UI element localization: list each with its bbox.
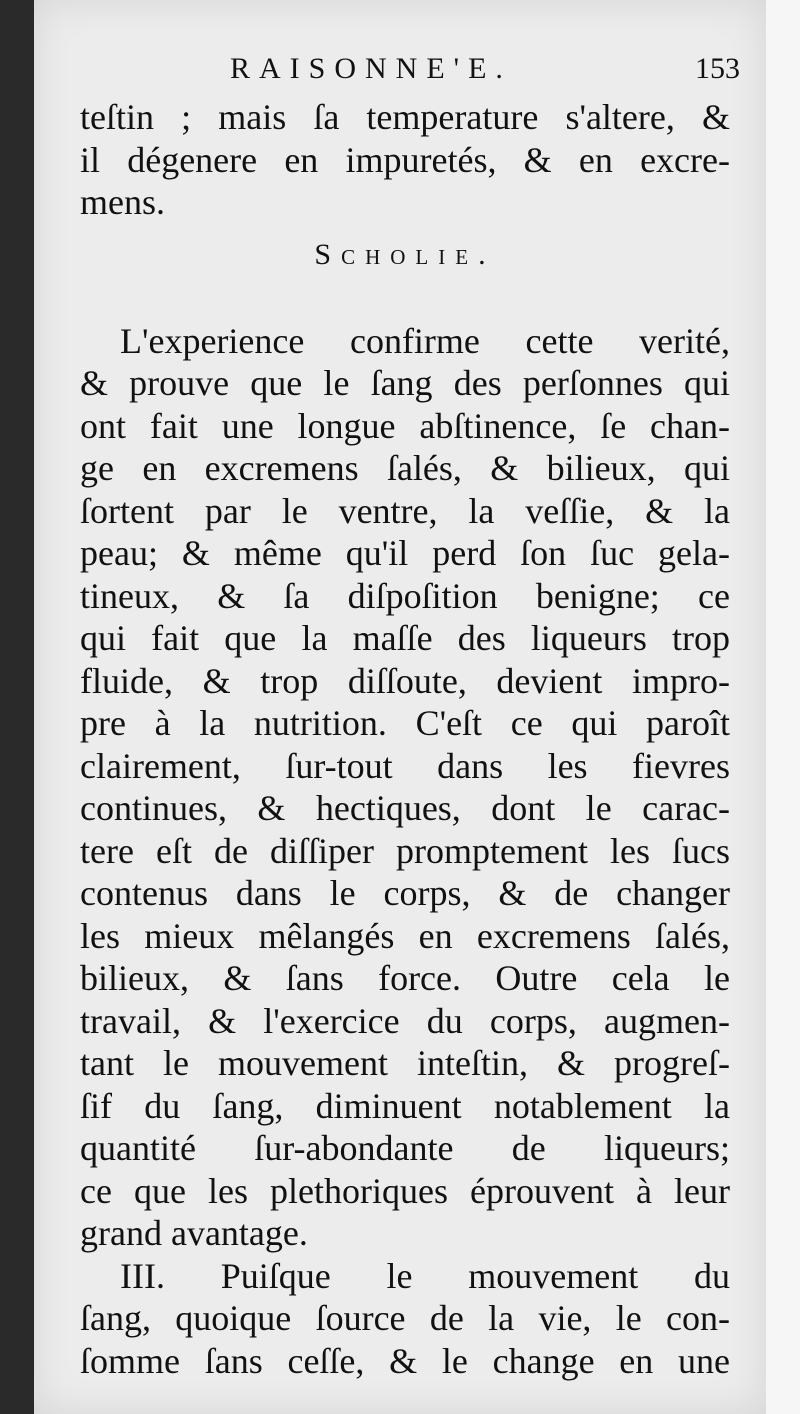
text-line: tere eſt de diſſiper promptement les ſucs — [80, 830, 730, 871]
text-line: tineux, & ſa diſpoſition benigne; ce — [80, 575, 730, 616]
text-line: ce que les plethoriques éprouvent à leur — [80, 1170, 730, 1211]
body-text — [80, 96, 730, 1382]
text-line: ge en excremens ſalés, & bilieux, qui — [80, 448, 730, 488]
text-line: les mieux mêlangés en excremens ſalés, — [80, 915, 730, 956]
text-line: tant le mouvement inteſtin, & progreſ- — [80, 1043, 730, 1083]
page-number: 153 — [695, 52, 740, 85]
text-line: bilieux, & ſans force. Outre cela le — [80, 958, 730, 998]
text-line: peau; & même qu'il perd ſon ſuc gela- — [80, 533, 730, 573]
text-line: fluide, & trop diſſoute, devient impro- — [80, 660, 730, 701]
spacer — [80, 286, 730, 320]
text-line: ont fait une longue abſtinence, ſe chan- — [80, 405, 730, 446]
text-line: grand avantage. — [80, 1213, 308, 1253]
section-heading: Scholie. — [314, 237, 496, 271]
text-line: clairement, ſur-tout dans les fievres — [80, 745, 730, 786]
text-line: L'experience confirme cette verité, — [120, 320, 730, 361]
page-header — [80, 52, 740, 96]
text-line: pre à la nutrition. C'eſt ce qui paroît — [80, 703, 730, 743]
running-head: RAISONNE'E. — [230, 52, 512, 85]
text-line: ſomme ſans ceſſe, & le change en une — [80, 1340, 730, 1381]
text-line: ſortent par le ventre, la veſſie, & la — [80, 490, 730, 531]
scan-right-margin — [766, 0, 800, 1414]
text-line: ſang, quoique ſource de la vie, le con- — [80, 1298, 730, 1338]
text-line: teſtin ; mais ſa temperature s'altere, & — [80, 97, 730, 137]
text-line: travail, & l'exercice du corps, augmen- — [80, 1000, 730, 1041]
text-line: continues, & hectiques, dont le carac- — [80, 788, 730, 828]
text-line: il dégenere en impuretés, & en excre- — [80, 139, 730, 180]
text-line: mens. — [80, 182, 165, 222]
text-line: & prouve que le ſang des perſonnes qui — [80, 363, 730, 403]
scan-left-margin — [0, 0, 34, 1414]
text-line: qui fait que la maſſe des liqueurs trop — [80, 618, 730, 658]
text-line: quantité ſur-abondante de liqueurs; — [80, 1128, 730, 1168]
text-line: ſif du ſang, diminuent notablement la — [80, 1085, 730, 1126]
text-line: III. Puiſque le mouvement du — [120, 1255, 730, 1296]
text-line: contenus dans le corps, & de changer — [80, 873, 730, 913]
